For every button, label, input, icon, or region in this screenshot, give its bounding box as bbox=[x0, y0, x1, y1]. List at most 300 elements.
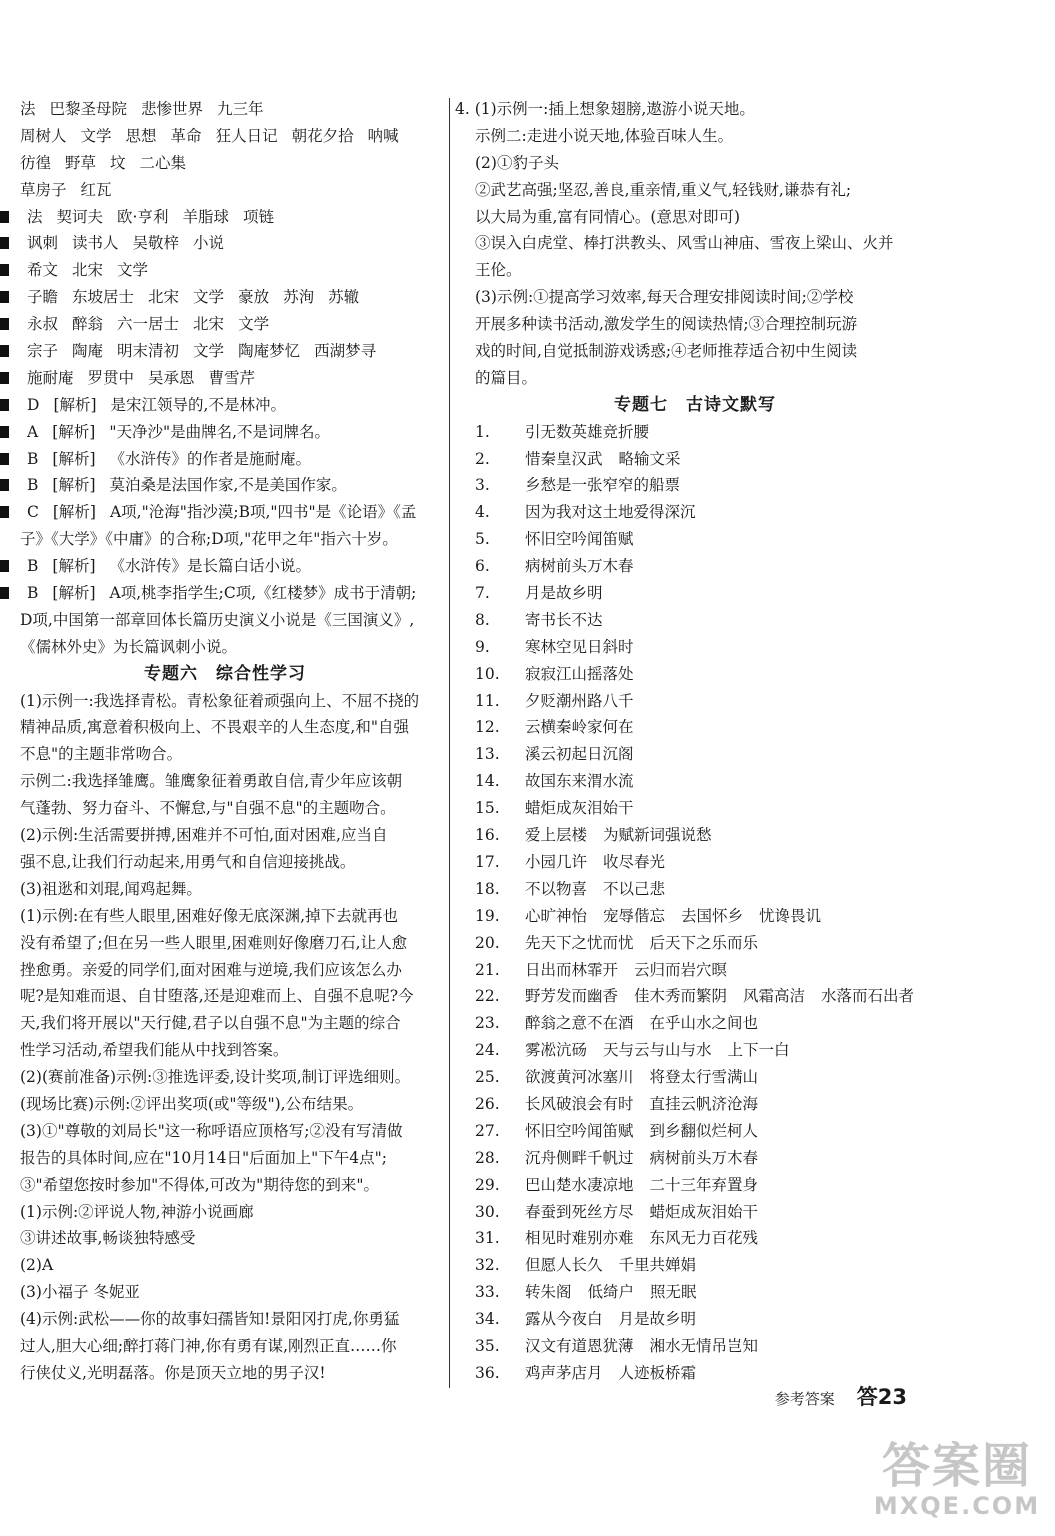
answer-term: 悲惨世界 bbox=[141, 100, 204, 118]
section-title: 古诗文默写 bbox=[686, 394, 776, 415]
answer-term: A项,"沧海"指沙漠;B项,"四书"是《论语》《孟 bbox=[109, 503, 417, 522]
cropped-number-mark bbox=[0, 211, 9, 223]
answer-term: 希文 bbox=[27, 261, 59, 280]
answer-term: 北宋 bbox=[148, 288, 180, 307]
poem-answer-line bbox=[455, 553, 935, 580]
cropped-number-mark bbox=[0, 291, 9, 303]
answer-term: [解析] bbox=[52, 449, 96, 468]
poem-line: 湘水无情吊岂知 bbox=[649, 1336, 759, 1355]
answer-line bbox=[0, 230, 450, 257]
answer-line bbox=[0, 365, 450, 392]
section-number: 专题七 bbox=[614, 394, 668, 415]
poem-lines bbox=[525, 692, 634, 710]
answer-term: 永叔 bbox=[27, 315, 59, 334]
poem-lines bbox=[525, 1229, 758, 1247]
poem-answer-line bbox=[455, 1172, 935, 1199]
poem-line: 转朱阁 bbox=[525, 1283, 572, 1302]
cropped-number-mark bbox=[0, 372, 9, 384]
answer-line bbox=[0, 338, 450, 365]
answer-line bbox=[0, 419, 450, 446]
poem-line: 千里共婵娟 bbox=[618, 1256, 697, 1275]
poem-line: 在乎山水之间也 bbox=[649, 1014, 759, 1033]
answer-term: 草房子 bbox=[20, 180, 67, 199]
answer-line: ②武艺高强;坚忍,善良,重亲情,重义气,轻钱财,谦恭有礼; bbox=[475, 180, 852, 199]
poem-lines bbox=[525, 1256, 696, 1274]
answer-list-section5 bbox=[0, 96, 450, 661]
answer-line bbox=[0, 284, 450, 311]
poem-lines bbox=[525, 1337, 758, 1355]
poem-line: 忧谗畏讥 bbox=[759, 906, 822, 925]
poem-line: 日出而林霏开 bbox=[525, 960, 619, 979]
answer-term: 文学 bbox=[193, 288, 225, 307]
answer-term: 红瓦 bbox=[80, 180, 112, 199]
answer-line: 的篇目。 bbox=[475, 368, 538, 387]
poem-answer-line bbox=[455, 876, 935, 903]
question-number: 1. bbox=[475, 422, 490, 441]
poem-line: 二十三年弃置身 bbox=[649, 1175, 759, 1194]
answer-term: 欧·亨利 bbox=[117, 207, 169, 226]
answer-line: 报告的具体时间,应在"10月14日"后面加上"下午4点"; bbox=[20, 1148, 387, 1167]
answer-term: 北宋 bbox=[72, 261, 104, 280]
poem-lines bbox=[525, 503, 696, 521]
answer-line bbox=[0, 553, 450, 580]
poem-line: 露从今夜白 bbox=[525, 1310, 603, 1329]
poem-lines bbox=[525, 1122, 758, 1140]
poem-line: 先天下之忧而忧 bbox=[525, 933, 634, 952]
answer-term: 宗子 bbox=[27, 342, 59, 361]
answer-term: A项,桃李指学生;C项,《红楼梦》成书于清朝; bbox=[109, 584, 417, 603]
poem-lines bbox=[525, 1310, 696, 1328]
right-column bbox=[455, 96, 935, 1387]
answer-line: (3)小福子 冬妮亚 bbox=[20, 1283, 140, 1302]
answer-line: (3)祖逖和刘琨,闻鸡起舞。 bbox=[20, 879, 202, 898]
answer-term: [解析] bbox=[52, 557, 96, 576]
poem-line: 风霜高洁 bbox=[743, 987, 806, 1006]
page-footer bbox=[775, 1382, 907, 1412]
question-number: 17. bbox=[475, 852, 500, 871]
answer-term: 子瞻 bbox=[27, 288, 59, 307]
poem-answer-line bbox=[455, 1010, 935, 1037]
answer-term: 陶庵 bbox=[72, 342, 104, 361]
poem-answer-line bbox=[455, 795, 935, 822]
answer-line: 没有希望了;但在另一些人眼里,困难则好像磨刀石,让人愈 bbox=[20, 933, 408, 952]
answer-list-section6 bbox=[0, 688, 450, 1387]
question-number: 10. bbox=[475, 664, 500, 683]
answer-line bbox=[0, 204, 450, 231]
poem-line: 寄书长不达 bbox=[525, 610, 603, 629]
answer-term: 六一居士 bbox=[117, 315, 180, 334]
poem-line: 故国东来渭水流 bbox=[525, 772, 634, 791]
answer-line: 行侠仗义,光明磊落。你是顶天立地的男子汉! bbox=[20, 1363, 326, 1382]
answer-term: 《水浒传》的作者是施耐庵。 bbox=[109, 449, 312, 468]
question-number: 2. bbox=[475, 449, 490, 468]
answer-term: 文学 bbox=[80, 126, 112, 145]
question-number: 7. bbox=[475, 584, 490, 603]
answer-line: (3)①"尊敬的刘局长"这一称呼语应顶格写;②没有写清做 bbox=[20, 1121, 403, 1140]
answer-term: 莫泊桑是法国作家,不是美国作家。 bbox=[109, 476, 347, 495]
answer-line: 戏的时间,自觉抵制游戏诱惑;④老师推荐适合初中生阅读 bbox=[475, 342, 858, 361]
answer-line: (2)A bbox=[20, 1256, 54, 1275]
answer-line: 精神品质,寓意着积极向上、不畏艰辛的人生态度,和"自强 bbox=[20, 718, 409, 737]
question-number: 27. bbox=[475, 1121, 500, 1140]
poem-answer-line bbox=[455, 714, 935, 741]
poem-answer-line bbox=[455, 741, 935, 768]
poem-line: 怀旧空吟闻笛赋 bbox=[525, 1121, 634, 1140]
poem-answer-line bbox=[455, 1333, 935, 1360]
poem-line: 将登太行雪满山 bbox=[649, 1068, 759, 1087]
poem-line: 不以己悲 bbox=[603, 879, 666, 898]
cropped-number-mark bbox=[0, 399, 9, 411]
poem-lines bbox=[525, 1176, 758, 1194]
poem-line: 怀旧空吟闻笛赋 bbox=[525, 530, 634, 549]
poem-line: 引无数英雄竞折腰 bbox=[525, 422, 650, 441]
poem-line: 云横秦岭家何在 bbox=[525, 718, 634, 737]
answer-term: [解析] bbox=[52, 476, 96, 495]
answer-term: [解析] bbox=[53, 395, 97, 414]
cropped-number-mark bbox=[0, 453, 9, 465]
answer-line: 过人,胆大心细;醉打蒋门神,你有勇有谋,刚烈正直……你 bbox=[20, 1336, 397, 1355]
poem-lines bbox=[525, 1283, 697, 1301]
poem-answer-line bbox=[455, 499, 935, 526]
answer-line: (2)示例:生活需要拼搏,困难并不可怕,面对困难,应当自 bbox=[20, 826, 388, 845]
poem-line: 溪云初起日沉阁 bbox=[525, 745, 634, 764]
poem-line: 夕贬潮州路八千 bbox=[525, 691, 634, 710]
question-number: 28. bbox=[475, 1148, 500, 1167]
poem-lines bbox=[525, 826, 712, 844]
poem-line: 后天下之乐而乐 bbox=[649, 933, 759, 952]
cropped-number-mark bbox=[0, 237, 9, 249]
answer-term: B bbox=[27, 476, 39, 495]
poem-line: 照无眠 bbox=[650, 1283, 697, 1302]
question-number: 8. bbox=[475, 610, 490, 629]
answer-line bbox=[0, 392, 450, 419]
answer-line: 强不息,让我们行动起来,用勇气和自信迎接挑战。 bbox=[20, 852, 356, 871]
answer-term: 北宋 bbox=[193, 315, 225, 334]
answer-term: B bbox=[27, 557, 39, 576]
answer-line: (现场比赛)示例:②评出奖项(或"等级"),公布结果。 bbox=[20, 1094, 364, 1113]
answer-line bbox=[0, 257, 450, 284]
cropped-number-mark bbox=[0, 560, 9, 572]
poem-line: 小园几许 bbox=[525, 852, 588, 871]
poem-answer-line bbox=[455, 661, 935, 688]
cropped-number-mark bbox=[0, 587, 9, 599]
poem-lines bbox=[525, 530, 634, 548]
poem-line: 春蚕到死丝方尽 bbox=[525, 1202, 634, 1221]
answer-term: 巴黎圣母院 bbox=[49, 100, 128, 118]
poem-line: 佳木秀而繁阴 bbox=[634, 987, 728, 1006]
poem-lines bbox=[525, 907, 821, 925]
poem-line: 蜡炬成灰泪始干 bbox=[525, 799, 634, 818]
poem-lines bbox=[525, 745, 634, 763]
answer-term: 苏洵 bbox=[283, 288, 315, 307]
poem-line: 水落而石出者 bbox=[821, 987, 915, 1006]
answer-term: 明末清初 bbox=[117, 342, 180, 361]
answer-list-q4 bbox=[455, 96, 935, 392]
answer-term: 醉翁 bbox=[72, 315, 104, 334]
answer-term: 文学 bbox=[238, 315, 270, 334]
poem-lines bbox=[525, 1364, 696, 1382]
poem-line: 为赋新词强说愁 bbox=[603, 826, 712, 845]
poem-answer-line bbox=[455, 903, 935, 930]
poem-answer-line bbox=[455, 930, 935, 957]
poem-answer-line bbox=[455, 634, 935, 661]
answer-term: C bbox=[27, 503, 39, 522]
poem-lines bbox=[525, 961, 727, 979]
answer-term: 东坡居士 bbox=[72, 288, 135, 307]
question-number: 3. bbox=[475, 476, 490, 495]
answer-line: (1)示例:②评说人物,神游小说画廊 bbox=[20, 1202, 254, 1221]
watermark-logo bbox=[867, 1440, 1047, 1530]
poem-line: 云归而岩穴暝 bbox=[634, 960, 728, 979]
answer-term: 豪放 bbox=[238, 288, 270, 307]
answer-term: 羊脂球 bbox=[182, 207, 229, 226]
answer-term: 法 bbox=[20, 100, 36, 118]
answer-term: 狂人日记 bbox=[215, 126, 278, 145]
answer-term: 朝花夕拾 bbox=[291, 126, 354, 145]
poem-lines bbox=[525, 934, 758, 952]
question-number: 33. bbox=[475, 1283, 500, 1302]
answer-line: 示例二:我选择雏鹰。雏鹰象征着勇敢自信,青少年应该朝 bbox=[20, 772, 403, 791]
answer-term: 坟 bbox=[110, 153, 126, 172]
answer-line: 天,我们将开展以"天行健,君子以自强不息"为主题的综合 bbox=[20, 1014, 401, 1033]
poem-line: 乡愁是一张窄窄的船票 bbox=[525, 476, 681, 495]
answer-line: 呢?是知难而退、自甘堕落,还是迎难而上、自强不息呢?今 bbox=[20, 987, 414, 1006]
answer-term: 西湖梦寻 bbox=[314, 342, 377, 361]
poem-line: 爱上层楼 bbox=[525, 826, 588, 845]
answer-term: 法 bbox=[27, 207, 43, 226]
answer-term: 小说 bbox=[193, 234, 225, 253]
poem-lines bbox=[525, 665, 634, 683]
poem-answer-line bbox=[455, 1279, 935, 1306]
poem-line: 病树前头万木春 bbox=[525, 557, 634, 576]
poem-lines bbox=[525, 880, 665, 898]
answer-term: 思想 bbox=[125, 126, 157, 145]
section-heading-6 bbox=[0, 661, 450, 688]
poem-line: 野芳发而幽香 bbox=[525, 987, 619, 1006]
answer-term: "天净沙"是曲牌名,不是词牌名。 bbox=[109, 422, 330, 441]
answer-line: 不息"的主题非常吻合。 bbox=[20, 745, 183, 764]
answer-term: 周树人 bbox=[20, 126, 67, 145]
footer-prefix: 答 bbox=[856, 1385, 878, 1409]
poem-answer-line bbox=[455, 1064, 935, 1091]
answer-line: 4. (1)示例一:插上想象翅膀,遨游小说天地。 bbox=[455, 100, 755, 118]
question-number: 12. bbox=[475, 718, 500, 737]
poem-line: 低绮户 bbox=[587, 1283, 635, 1302]
answer-term: 契诃夫 bbox=[56, 207, 104, 226]
poem-answer-line bbox=[455, 822, 935, 849]
answer-line: (4)示例:武松——你的故事妇孺皆知!景阳冈打虎,你勇猛 bbox=[20, 1310, 400, 1329]
cropped-number-mark bbox=[0, 264, 9, 276]
poem-line: 相见时难别亦难 bbox=[525, 1229, 634, 1248]
answer-term: 呐喊 bbox=[367, 126, 399, 145]
cropped-number-mark bbox=[0, 506, 9, 518]
answer-line bbox=[0, 472, 450, 499]
poem-line: 去国怀乡 bbox=[681, 906, 744, 925]
answer-term: 讽刺 bbox=[27, 234, 59, 253]
poem-lines bbox=[525, 450, 681, 468]
poem-line: 沉舟侧畔千帆过 bbox=[525, 1148, 634, 1167]
answer-line: 以大局为重,富有同情心。(意思对即可) bbox=[475, 207, 741, 226]
question-number: 16. bbox=[475, 826, 500, 845]
poem-lines bbox=[525, 611, 603, 629]
question-number: 24. bbox=[475, 1041, 500, 1060]
question-number: 35. bbox=[475, 1336, 500, 1355]
answer-line: 气蓬勃、努力奋斗、不懈怠,与"自强不息"的主题吻合。 bbox=[20, 799, 396, 818]
poem-line: 汉文有道恩犹薄 bbox=[525, 1336, 634, 1355]
poem-lines bbox=[525, 718, 634, 736]
question-number: 25. bbox=[475, 1068, 500, 1087]
answer-term: [解析] bbox=[52, 422, 96, 441]
poem-line: 惜秦皇汉武 bbox=[525, 449, 603, 468]
answer-line: ③"希望您按时参加"不得体,可改为"期待您的到来"。 bbox=[20, 1175, 379, 1194]
answer-term: 苏辙 bbox=[328, 288, 360, 307]
poem-line: 寂寂江山摇落处 bbox=[525, 664, 634, 683]
question-number: 13. bbox=[475, 745, 500, 764]
answer-term: 文学 bbox=[193, 342, 225, 361]
answer-line: 挫愈勇。亲爱的同学们,面对困难与逆境,我们应该怎么办 bbox=[20, 960, 402, 979]
answer-line bbox=[0, 177, 450, 204]
answer-line: ③讲述故事,畅谈独特感受 bbox=[20, 1229, 196, 1248]
poem-line: 醉翁之意不在酒 bbox=[525, 1014, 634, 1033]
question-number: 26. bbox=[475, 1094, 500, 1113]
poem-answer-line bbox=[455, 1225, 935, 1252]
poem-line: 月是故乡明 bbox=[618, 1310, 697, 1329]
answer-line: (1)示例:在有些人眼里,困难好像无底深渊,掉下去就再也 bbox=[20, 906, 399, 925]
answer-term: [解析] bbox=[52, 584, 96, 603]
poem-answer-line bbox=[455, 419, 935, 446]
poem-answer-list bbox=[455, 419, 935, 1387]
cropped-number-mark bbox=[0, 426, 9, 438]
answer-line bbox=[0, 580, 450, 607]
question-number: 20. bbox=[475, 933, 500, 952]
answer-line: (1)示例一:我选择青松。青松象征着顽强向上、不屈不挠的 bbox=[20, 691, 420, 710]
answer-term: 《儒林外史》为长篇讽刺小说。 bbox=[20, 637, 238, 656]
answer-term: 曹雪芹 bbox=[208, 368, 256, 387]
question-number: 11. bbox=[475, 691, 500, 710]
answer-line: 示例二:走进小说天地,体验百味人生。 bbox=[475, 126, 734, 145]
poem-lines bbox=[525, 1068, 758, 1086]
answer-term: 吴承恩 bbox=[148, 368, 195, 387]
answer-term: 罗贯中 bbox=[87, 368, 135, 387]
question-number: 19. bbox=[475, 906, 500, 925]
answer-line bbox=[0, 607, 450, 634]
question-number: 6. bbox=[475, 557, 490, 576]
poem-lines bbox=[525, 1095, 758, 1113]
answer-term: D项,中国第一部章回体长篇历史演义小说是《三国演义》, bbox=[20, 610, 415, 629]
answer-line bbox=[0, 526, 450, 553]
section-heading-7 bbox=[455, 392, 935, 419]
answer-term: 项链 bbox=[242, 207, 274, 226]
question-number: 32. bbox=[475, 1256, 500, 1275]
question-number: 9. bbox=[475, 637, 490, 656]
poem-line: 天与云与山与水 bbox=[603, 1041, 712, 1060]
footer-label: 参考答案 bbox=[774, 1390, 835, 1408]
poem-lines bbox=[525, 584, 603, 602]
cropped-number-mark bbox=[0, 345, 9, 357]
poem-answer-line bbox=[455, 1306, 935, 1333]
question-number: 18. bbox=[475, 879, 500, 898]
poem-lines bbox=[525, 423, 649, 441]
poem-lines bbox=[525, 987, 914, 1005]
question-number: 29. bbox=[475, 1175, 500, 1194]
poem-answer-line bbox=[455, 1091, 935, 1118]
answer-line: 性学习活动,希望我们能从中找到答案。 bbox=[20, 1041, 289, 1060]
poem-line: 月是故乡明 bbox=[525, 584, 603, 603]
answer-line bbox=[0, 150, 450, 177]
poem-lines bbox=[525, 1149, 758, 1167]
poem-lines bbox=[525, 1014, 758, 1032]
answer-line bbox=[0, 123, 450, 150]
poem-answer-line bbox=[455, 768, 935, 795]
answer-term: 彷徨 bbox=[20, 153, 52, 172]
poem-line: 蜡炬成灰泪始干 bbox=[649, 1202, 759, 1221]
answer-term: 是宋江领导的,不是林冲。 bbox=[110, 395, 286, 414]
poem-answer-line bbox=[455, 688, 935, 715]
poem-line: 病树前头万木春 bbox=[649, 1148, 759, 1167]
answer-line bbox=[0, 499, 450, 526]
answer-term: 读书人 bbox=[72, 234, 119, 253]
poem-lines bbox=[525, 557, 634, 575]
question-number: 23. bbox=[475, 1014, 500, 1033]
poem-lines bbox=[525, 476, 680, 494]
poem-answer-line bbox=[455, 1199, 935, 1226]
answer-term: 野草 bbox=[65, 153, 97, 172]
answer-term: 革命 bbox=[170, 126, 202, 145]
answer-line: ③误入白虎堂、棒打洪教头、风雪山神庙、雪夜上梁山、火并 bbox=[475, 234, 894, 253]
poem-line: 心旷神怡 bbox=[525, 906, 588, 925]
poem-answer-line bbox=[455, 446, 935, 473]
answer-term: B bbox=[27, 584, 39, 603]
cropped-number-mark bbox=[0, 318, 9, 330]
poem-lines bbox=[525, 1041, 790, 1059]
poem-answer-line bbox=[455, 1252, 935, 1279]
poem-line: 巴山楚水凄凉地 bbox=[525, 1175, 634, 1194]
answer-line bbox=[0, 311, 450, 338]
answer-line bbox=[0, 634, 450, 661]
poem-answer-line bbox=[455, 526, 935, 553]
question-number: 30. bbox=[475, 1202, 500, 1221]
answer-term: 九三年 bbox=[217, 100, 264, 118]
question-number: 22. bbox=[475, 987, 500, 1006]
poem-line: 宠辱偕忘 bbox=[603, 906, 666, 925]
poem-line: 到乡翻似烂柯人 bbox=[649, 1121, 759, 1140]
poem-answer-line bbox=[455, 983, 935, 1010]
poem-lines bbox=[525, 638, 634, 656]
question-number: 31. bbox=[475, 1229, 500, 1248]
left-column bbox=[0, 96, 450, 1387]
cropped-number-mark bbox=[0, 479, 9, 491]
watermark-domain: MXQE.COM bbox=[873, 1492, 1041, 1520]
poem-line: 寒林空见日斜时 bbox=[525, 637, 634, 656]
answer-line bbox=[0, 446, 450, 473]
answer-line: 开展多种读书活动,激发学生的阅读热情;③合理控制玩游 bbox=[475, 315, 858, 334]
question-number: 14. bbox=[475, 772, 500, 791]
answer-term: A bbox=[27, 422, 39, 441]
poem-answer-line bbox=[455, 472, 935, 499]
poem-line: 人迹板桥霜 bbox=[618, 1363, 697, 1382]
page-number: 23 bbox=[877, 1385, 907, 1409]
section-title: 综合性学习 bbox=[216, 663, 306, 684]
answer-line: (2)①豹子头 bbox=[475, 153, 559, 172]
answer-term: 施耐庵 bbox=[27, 368, 74, 387]
answer-term: [解析] bbox=[52, 503, 96, 522]
poem-lines bbox=[525, 799, 634, 817]
poem-answer-line bbox=[455, 607, 935, 634]
poem-line: 鸡声茅店月 bbox=[525, 1363, 603, 1382]
poem-line: 因为我对这土地爱得深沉 bbox=[525, 503, 696, 522]
answer-term: B bbox=[27, 449, 39, 468]
poem-line: 上下一白 bbox=[727, 1041, 790, 1060]
